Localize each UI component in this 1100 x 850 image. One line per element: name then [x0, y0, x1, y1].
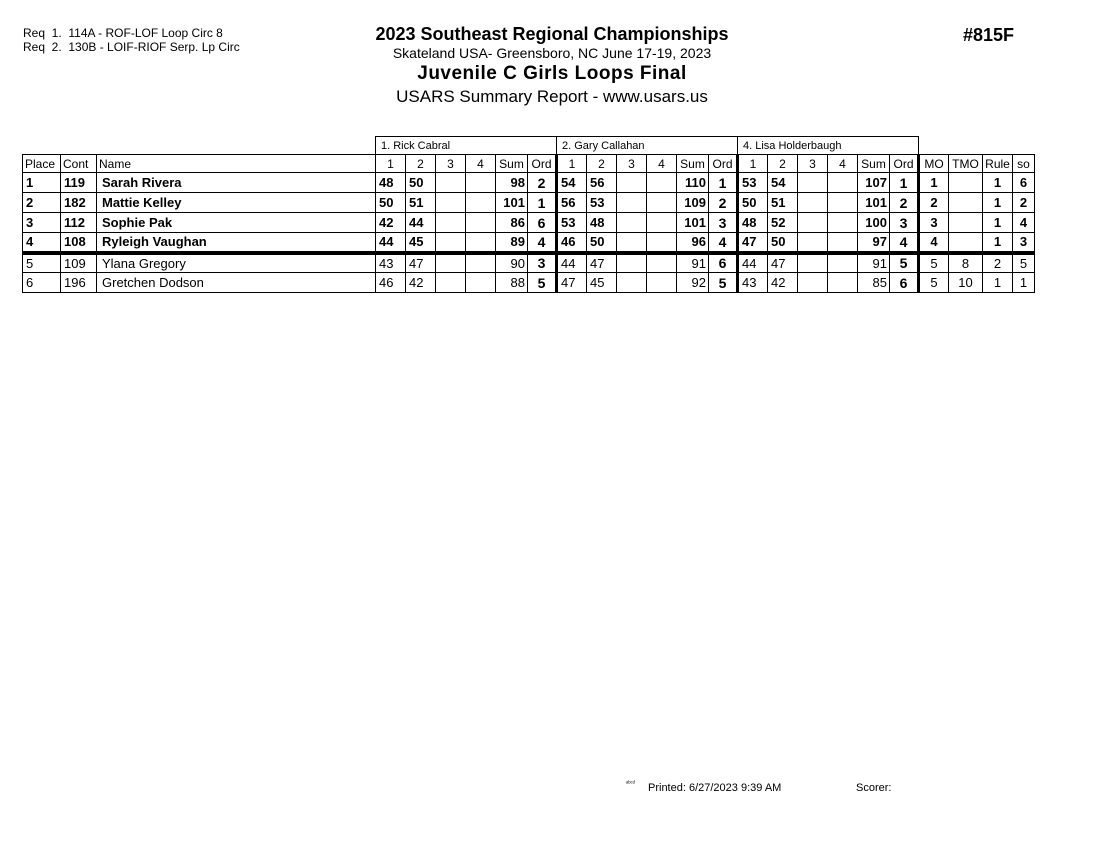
mo-cell: 2 — [919, 193, 949, 213]
mark-cell: 42 — [768, 273, 798, 293]
mark-cell: 44 — [738, 253, 768, 273]
mark-cell: 48 — [738, 213, 768, 233]
sum-cell: 96 — [677, 233, 709, 253]
col-header-mo: MO — [919, 155, 949, 173]
ordinal-cell: 4 — [890, 233, 919, 253]
mark-cell — [828, 253, 858, 273]
mark-cell: 50 — [376, 193, 406, 213]
mark-cell: 50 — [738, 193, 768, 213]
mark-cell: 51 — [406, 193, 436, 213]
sum-cell: 101 — [496, 193, 528, 213]
contestant-number-cell: 196 — [61, 273, 97, 293]
mark-cell: 50 — [587, 233, 617, 253]
rule-cell: 1 — [983, 193, 1013, 213]
col-header-mark: 2 — [406, 155, 436, 173]
mark-cell: 46 — [557, 233, 587, 253]
mark-cell: 50 — [406, 173, 436, 193]
col-header-tmo: TMO — [949, 155, 983, 173]
place-cell: 2 — [23, 193, 61, 213]
mark-cell — [798, 173, 828, 193]
ordinal-cell: 6 — [709, 253, 738, 273]
ordinal-cell: 2 — [528, 173, 557, 193]
rule-cell: 1 — [983, 273, 1013, 293]
mark-cell — [436, 173, 466, 193]
rule-cell: 1 — [983, 173, 1013, 193]
mark-cell: 46 — [376, 273, 406, 293]
mark-cell — [617, 213, 647, 233]
so-cell: 1 — [1013, 273, 1035, 293]
report-title: USARS Summary Report - www.usars.us — [396, 87, 708, 106]
sum-cell: 107 — [858, 173, 890, 193]
col-header-mark: 1 — [557, 155, 587, 173]
col-header-mark: 4 — [466, 155, 496, 173]
ordinal-cell: 1 — [890, 173, 919, 193]
ordinal-cell: 5 — [528, 273, 557, 293]
mark-cell — [466, 253, 496, 273]
col-header-mark: 1 — [738, 155, 768, 173]
place-cell: 1 — [23, 173, 61, 193]
judge-header-row — [23, 137, 1035, 155]
mark-cell — [647, 173, 677, 193]
mark-cell — [617, 173, 647, 193]
mark-cell: 54 — [768, 173, 798, 193]
ordinal-cell: 5 — [890, 253, 919, 273]
place-cell: 6 — [23, 273, 61, 293]
contestant-number-cell: 182 — [61, 193, 97, 213]
so-cell: 3 — [1013, 233, 1035, 253]
skater-name-cell: Sophie Pak — [97, 213, 376, 233]
table-row — [23, 213, 1035, 233]
col-header-sum: Sum — [677, 155, 709, 173]
scorer-label: Scorer: — [856, 782, 892, 794]
mark-cell — [828, 173, 858, 193]
ordinal-cell: 4 — [528, 233, 557, 253]
col-header-cont: Cont — [61, 155, 97, 173]
ordinal-cell: 6 — [528, 213, 557, 233]
mark-cell — [647, 213, 677, 233]
mark-cell: 51 — [768, 193, 798, 213]
mark-cell: 47 — [768, 253, 798, 273]
col-header-sum: Sum — [858, 155, 890, 173]
mark-cell — [436, 273, 466, 293]
col-header-place: Place — [23, 155, 61, 173]
mark-cell: 47 — [587, 253, 617, 273]
ordinal-cell: 2 — [709, 193, 738, 213]
col-header-rule: Rule — [983, 155, 1013, 173]
requirement-line: Req 2. 130B - LOIF-RIOF Serp. Lp Circ — [23, 40, 240, 54]
mark-cell — [798, 253, 828, 273]
requirement-line: Req 1. 114A - ROF-LOF Loop Circ 8 — [23, 26, 223, 40]
mark-cell: 47 — [738, 233, 768, 253]
mo-cell: 3 — [919, 213, 949, 233]
mark-cell — [828, 233, 858, 253]
col-header-ord: Ord — [709, 155, 738, 173]
place-cell: 3 — [23, 213, 61, 233]
mark-cell: 47 — [406, 253, 436, 273]
mark-cell: 50 — [768, 233, 798, 253]
col-header-mark: 3 — [617, 155, 647, 173]
mark-cell — [617, 233, 647, 253]
mark-cell — [647, 233, 677, 253]
ordinal-cell: 5 — [709, 273, 738, 293]
mark-cell: 52 — [768, 213, 798, 233]
venue-line: Skateland USA- Greensboro, NC June 17-19, 2023 — [392, 45, 712, 61]
mark-cell: 56 — [587, 173, 617, 193]
mark-cell — [798, 213, 828, 233]
table-row — [23, 253, 1035, 273]
mark-cell — [798, 233, 828, 253]
tmo-cell — [949, 193, 983, 213]
requirements-block — [23, 26, 240, 54]
mo-cell: 4 — [919, 233, 949, 253]
so-cell: 2 — [1013, 193, 1035, 213]
col-header-ord: Ord — [528, 155, 557, 173]
mark-cell — [466, 273, 496, 293]
mark-cell: 56 — [557, 193, 587, 213]
sum-cell: 89 — [496, 233, 528, 253]
mark-cell — [466, 213, 496, 233]
skater-name-cell: Ylana Gregory — [97, 253, 376, 273]
rule-cell: 1 — [983, 233, 1013, 253]
table-row — [23, 273, 1035, 293]
ordinal-cell: 1 — [528, 193, 557, 213]
mark-cell — [798, 273, 828, 293]
place-cell: 4 — [23, 233, 61, 253]
mark-cell: 53 — [738, 173, 768, 193]
judge-name: 2. Gary Callahan — [557, 137, 738, 155]
sum-cell: 100 — [858, 213, 890, 233]
place-cell: 5 — [23, 253, 61, 273]
sum-cell: 98 — [496, 173, 528, 193]
mark-cell — [436, 233, 466, 253]
table-row — [23, 173, 1035, 193]
mark-cell: 48 — [376, 173, 406, 193]
event-code: #815F — [963, 25, 1015, 45]
judge-name: 1. Rick Cabral — [376, 137, 557, 155]
ordinal-cell: 2 — [890, 193, 919, 213]
mark-cell — [828, 213, 858, 233]
sum-cell: 92 — [677, 273, 709, 293]
col-header-mark: 4 — [647, 155, 677, 173]
contestant-number-cell: 112 — [61, 213, 97, 233]
title-block — [300, 24, 804, 108]
mo-cell: 5 — [919, 253, 949, 273]
col-header-mark: 2 — [587, 155, 617, 173]
sum-cell: 101 — [858, 193, 890, 213]
tmo-cell — [949, 173, 983, 193]
ordinal-cell: 1 — [709, 173, 738, 193]
sum-cell: 109 — [677, 193, 709, 213]
sum-cell: 91 — [858, 253, 890, 273]
col-header-sum: Sum — [496, 155, 528, 173]
contestant-number-cell: 108 — [61, 233, 97, 253]
mark-cell — [828, 273, 858, 293]
sum-cell: 88 — [496, 273, 528, 293]
mark-cell — [466, 193, 496, 213]
sum-cell: 86 — [496, 213, 528, 233]
mark-cell: 53 — [587, 193, 617, 213]
mark-cell: 44 — [406, 213, 436, 233]
mark-cell: 44 — [376, 233, 406, 253]
mark-cell: 54 — [557, 173, 587, 193]
mark-cell: 42 — [376, 213, 406, 233]
tmo-cell: 8 — [949, 253, 983, 273]
mark-cell: 47 — [557, 273, 587, 293]
ordinal-cell: 3 — [709, 213, 738, 233]
sum-cell: 91 — [677, 253, 709, 273]
ordinal-cell: 6 — [890, 273, 919, 293]
table-row — [23, 233, 1035, 253]
skater-name-cell: Mattie Kelley — [97, 193, 376, 213]
so-cell: 6 — [1013, 173, 1035, 193]
event-title: 2023 Southeast Regional Championships — [375, 24, 729, 44]
mark-cell: 45 — [587, 273, 617, 293]
mark-cell — [798, 193, 828, 213]
mark-cell — [647, 193, 677, 213]
tmo-cell — [949, 213, 983, 233]
col-header-mark: 4 — [828, 155, 858, 173]
mark-cell — [436, 193, 466, 213]
mark-cell: 44 — [557, 253, 587, 273]
mark-cell — [647, 253, 677, 273]
sum-cell: 101 — [677, 213, 709, 233]
printed-timestamp: Printed: 6/27/2023 9:39 AM — [648, 782, 782, 794]
mo-cell: 1 — [919, 173, 949, 193]
col-header-mark: 3 — [436, 155, 466, 173]
mark-cell — [617, 193, 647, 213]
sum-cell: 85 — [858, 273, 890, 293]
ordinal-cell: 3 — [890, 213, 919, 233]
mo-cell: 5 — [919, 273, 949, 293]
col-header-name: Name — [97, 155, 376, 173]
skater-name-cell: Sarah Rivera — [97, 173, 376, 193]
footer-note: ᵃᵇᶜᵈ — [626, 781, 635, 787]
mark-cell — [436, 213, 466, 233]
mark-cell: 43 — [376, 253, 406, 273]
mark-cell — [828, 193, 858, 213]
rule-cell: 2 — [983, 253, 1013, 273]
final-title: Juvenile C Girls Loops Final — [417, 63, 687, 84]
so-cell: 5 — [1013, 253, 1035, 273]
ordinal-cell: 3 — [528, 253, 557, 273]
sum-cell: 97 — [858, 233, 890, 253]
mark-cell: 53 — [557, 213, 587, 233]
table-row — [23, 193, 1035, 213]
skater-name-cell: Gretchen Dodson — [97, 273, 376, 293]
col-header-ord: Ord — [890, 155, 919, 173]
mark-cell — [617, 253, 647, 273]
mark-cell — [647, 273, 677, 293]
column-header-row — [23, 155, 1035, 173]
col-header-mark: 2 — [768, 155, 798, 173]
mark-cell: 45 — [406, 233, 436, 253]
tmo-cell — [949, 233, 983, 253]
results-table — [22, 136, 1035, 293]
mark-cell: 48 — [587, 213, 617, 233]
sum-cell: 110 — [677, 173, 709, 193]
mark-cell — [466, 233, 496, 253]
contestant-number-cell: 119 — [61, 173, 97, 193]
mark-cell: 43 — [738, 273, 768, 293]
skater-name-cell: Ryleigh Vaughan — [97, 233, 376, 253]
col-header-mark: 3 — [798, 155, 828, 173]
col-header-so: so — [1013, 155, 1035, 173]
so-cell: 4 — [1013, 213, 1035, 233]
mark-cell: 42 — [406, 273, 436, 293]
mark-cell — [436, 253, 466, 273]
judge-name: 4. Lisa Holderbaugh — [738, 137, 919, 155]
mark-cell — [466, 173, 496, 193]
mark-cell — [617, 273, 647, 293]
col-header-mark: 1 — [376, 155, 406, 173]
ordinal-cell: 4 — [709, 233, 738, 253]
result-rows — [23, 173, 1035, 293]
rule-cell: 1 — [983, 213, 1013, 233]
tmo-cell: 10 — [949, 273, 983, 293]
sum-cell: 90 — [496, 253, 528, 273]
contestant-number-cell: 109 — [61, 253, 97, 273]
